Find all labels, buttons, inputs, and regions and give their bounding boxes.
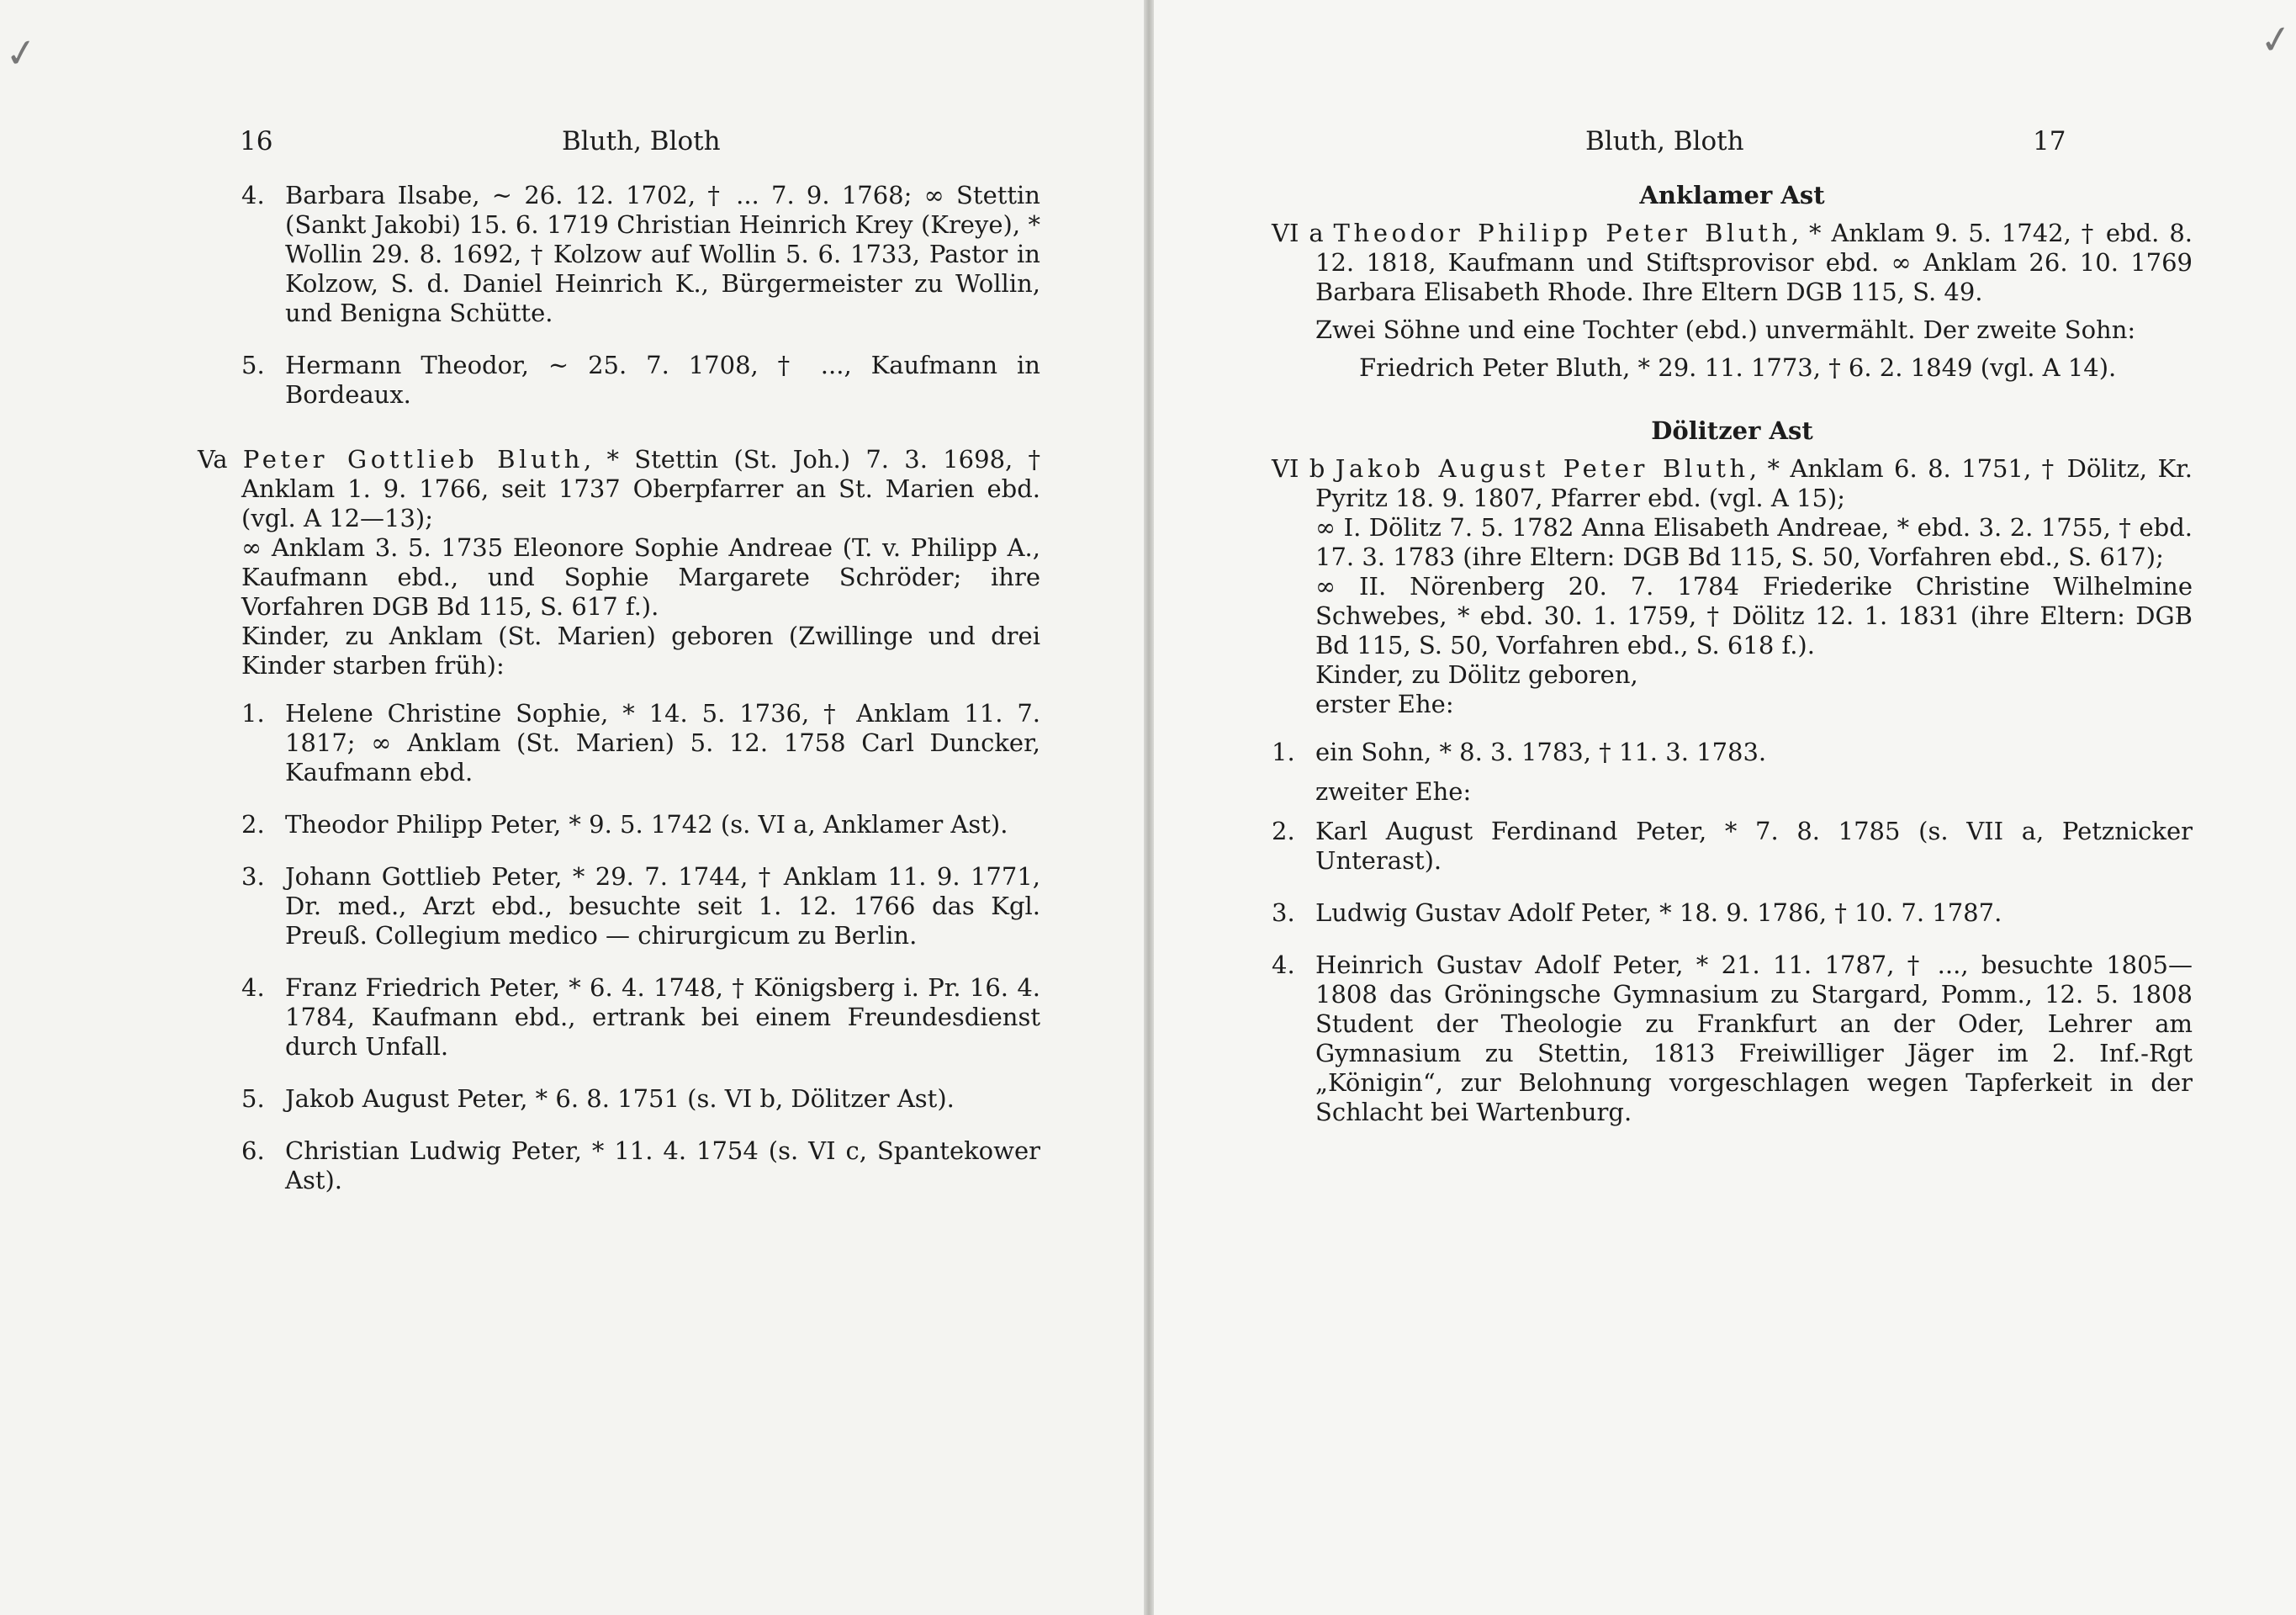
marriage-line: ∞ II. Nörenberg 20. 7. 1784 Friederike Christine Wilhelmine Schwebes, * ebd. 30. 1. 1759, † Dölitz 12. 1. 1831 (ihre Eltern: DGB Bd 115, S. 50, Vorfahren ebd., S. 618 f.). <box>1315 572 2193 659</box>
section-heading: Dölitzer Ast <box>1651 416 1813 445</box>
left-page <box>0 0 1144 1615</box>
entry-prefix: VI b <box>1272 454 1325 483</box>
genealogy-entry-via: VI a Theodor Philipp Peter Bluth, * Anklam 9. 5. 1742, † ebd. 8. 12. 1818, Kaufmann und Stiftsprovisor ebd. ∞ Anklam 26. 10. 1769 Barbara Elisabeth Rhode. Ihre Eltern DGB 115, S. 49. Zwei Söhne und eine Tochter (ebd.) unvermählt. Der zweite Sohn: Friedrich Peter Bluth, * 29. 11. 1773, † 6. 2. 1849 (vgl. A 14). <box>1272 219 2193 382</box>
genealogy-entry-va: Va Peter Gottlieb Bluth, * Stettin (St. Joh.) 7. 3. 1698, † Anklam 1. 9. 1766, seit 1737 Oberpfarrer an St. Marien ebd. (vgl. A 12—13); ∞ Anklam 3. 5. 1735 Eleonore Sophie Andreae (T. v. Philipp A., Kaufmann ebd., und Sophie Margarete Schröder; ihre Vorfahren DGB Bd 115, S. 617 f.). Kinder, zu Anklam (St. Marien) geboren (Zwillinge und drei Kinder starben früh): <box>198 445 1040 680</box>
child-item: 2. Theodor Philipp Peter, * 9. 5. 1742 (s. VI a, Anklamer Ast). <box>241 810 1008 839</box>
child-item: 1. Helene Christine Sophie, * 14. 5. 1736, † Anklam 11. 7. 1817; ∞ Anklam (St. Marien) 5. 12. 1758 Carl Duncker, Kaufmann ebd. <box>241 699 1040 786</box>
child-item: 1. ein Sohn, * 8. 3. 1783, † 11. 3. 1783. <box>1272 738 1767 766</box>
left-page-text <box>198 181 1040 1218</box>
child-item: 3. Johann Gottlieb Peter, * 29. 7. 1744, † Anklam 11. 9. 1771, Dr. med., Arzt ebd., besuchte seit 1. 12. 1766 das Kgl. Preuß. Collegium medico — chirurgicum zu Berlin. <box>241 862 1040 950</box>
page-number: 17 <box>2033 126 2066 156</box>
entry-prefix: Va <box>198 445 228 474</box>
list-item: 4. Barbara Ilsabe, ~ 26. 12. 1702, † ... 7. 9. 1768; ∞ Stettin (Sankt Jakobi) 15. 6. 1719 Christian Heinrich Krey (Kreye), * Wollin 29. 8. 1692, † Kolzow auf Wollin 5. 6. 1733, Pastor in Kolzow, S. d. Daniel Heinrich K., Bürgermeister zu Wollin, und Benigna Schütte. <box>241 181 1040 327</box>
check-mark-icon: ✓ <box>2256 14 2296 65</box>
children-intro: Zwei Söhne und eine Tochter (ebd.) unvermählt. Der zweite Sohn: <box>1315 315 2136 344</box>
child-item: 2. Karl August Ferdinand Peter, * 7. 8. 1785 (s. VII a, Petznicker Unterast). <box>1272 817 2193 875</box>
entry-prefix: VI a <box>1272 219 1324 247</box>
book-gutter <box>1144 0 1154 1615</box>
marriage-line: ∞ Anklam 3. 5. 1735 Eleonore Sophie Andreae (T. v. Philipp A., Kaufmann ebd., und Sophie Margarete Schröder; ihre Vorfahren DGB Bd 115, S. 617 f.). <box>241 533 1040 621</box>
running-head: Bluth, Bloth <box>1585 126 1744 156</box>
running-head: Bluth, Bloth <box>562 126 721 156</box>
child-item: 4. Franz Friedrich Peter, * 6. 4. 1748, † Königsberg i. Pr. 16. 4. 1784, Kaufmann ebd., ertrank bei einem Freundesdienst durch Unfall. <box>241 973 1040 1061</box>
entry-name: Peter Gottlieb Bluth <box>242 445 585 474</box>
section-heading: Anklamer Ast <box>1639 181 1825 209</box>
page-number: 16 <box>240 126 273 156</box>
son-entry: Friedrich Peter Bluth, * 29. 11. 1773, † 6. 2. 1849 (vgl. A 14). <box>1359 353 2117 382</box>
marriage-line: ∞ I. Dölitz 7. 5. 1782 Anna Elisabeth Andreae, * ebd. 3. 2. 1755, † ebd. 17. 3. 1783 (ihre Eltern: DGB Bd 115, S. 50, Vorfahren ebd., S. 617); <box>1315 513 2193 571</box>
genealogy-entry-vib: VI b Jakob August Peter Bluth, * Anklam 6. 8. 1751, † Dölitz, Kr. Pyritz 18. 9. 1807, Pfarrer ebd. (vgl. A 15); ∞ I. Dölitz 7. 5. 1782 Anna Elisabeth Andreae, * ebd. 3. 2. 1755, † ebd. 17. 3. 1783 (ihre Eltern: DGB Bd 115, S. 50, Vorfahren ebd., S. 617); ∞ II. Nörenberg 20. 7. 1784 Friederike Christine Wilhelmine Schwebes, * ebd. 30. 1. 1759, † Dölitz 12. 1. 1831 (ihre Eltern: DGB Bd 115, S. 50, Vorfahren ebd., S. 618 f.). Kinder, zu Dölitz geboren, erster Ehe: <box>1272 454 2193 718</box>
children-intro: Kinder, zu Anklam (St. Marien) geboren (Zwillinge und drei Kinder starben früh): <box>241 622 1040 680</box>
children-intro: Kinder, zu Dölitz geboren, <box>1315 660 1638 689</box>
child-item: 3. Ludwig Gustav Adolf Peter, * 18. 9. 1786, † 10. 7. 1787. <box>1272 898 2002 927</box>
entry-name: Theodor Philipp Peter Bluth <box>1333 219 1791 247</box>
child-item: 4. Heinrich Gustav Adolf Peter, * 21. 11. 1787, † ..., besuchte 1805—1808 das Gröningsche Gymnasium zu Stargard, Pomm., 12. 5. 1808 Student der Theologie zu Frankfurt an der Oder, Lehrer am Gymnasium zu Stettin, 1813 Freiwilliger Jäger im 2. Inf.-Rgt „Königin“, zur Belohnung vorgeschlagen wegen Tapferkeit in der Schlacht bei Wartenburg. <box>1272 950 2193 1126</box>
right-page <box>1154 0 2296 1615</box>
marriage-label: erster Ehe: <box>1315 690 1454 718</box>
right-page-text <box>1272 181 2193 1150</box>
child-item: 6. Christian Ludwig Peter, * 11. 4. 1754 (s. VI c, Spantekower Ast). <box>241 1136 1040 1194</box>
marriage-label: zweiter Ehe: <box>1315 777 1472 806</box>
list-item: 5. Hermann Theodor, ~ 25. 7. 1708, † ..., Kaufmann in Bordeaux. <box>241 351 1040 409</box>
entry-name: Jakob August Peter Bluth <box>1335 454 1749 483</box>
child-item: 5. Jakob August Peter, * 6. 8. 1751 (s. VI b, Dölitzer Ast). <box>241 1084 955 1113</box>
check-mark-icon: ✓ <box>2 28 41 78</box>
